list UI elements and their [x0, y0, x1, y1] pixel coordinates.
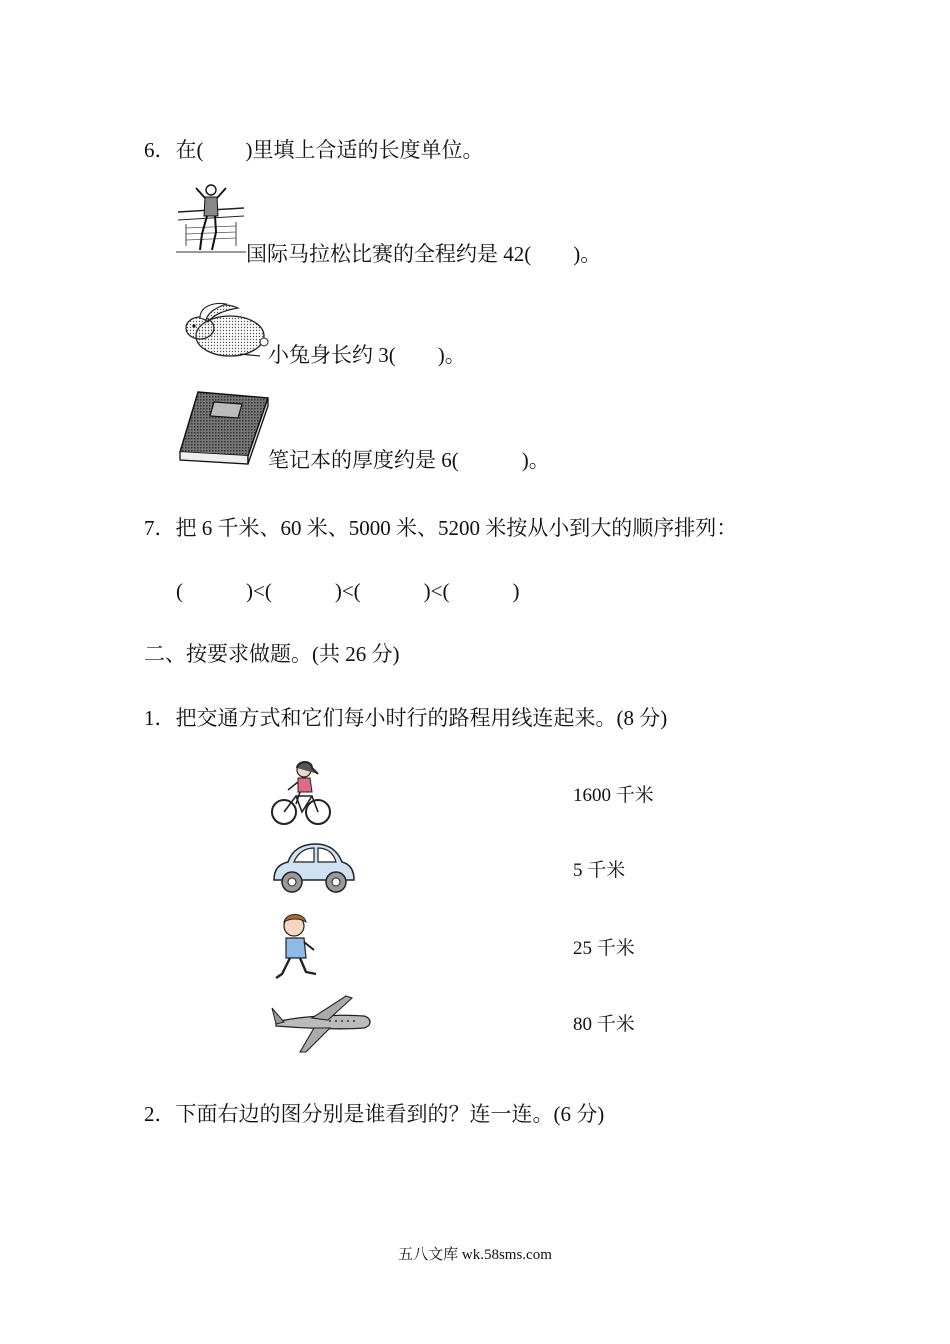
q1-title: 1．把交通方式和它们每小时行的路程用线连起来。(8 分) [144, 706, 668, 730]
q6-rabbit-text: 小兔身长约 3( )。 [268, 343, 466, 367]
q1-option-1: 1600 千米 [573, 785, 654, 806]
q1-option-4: 80 千米 [573, 1014, 635, 1035]
q6-marathon-text: 国际马拉松比赛的全程约是 42( )。 [246, 242, 602, 266]
q6-notebook-text: 笔记本的厚度约是 6( )。 [268, 448, 550, 472]
q6-title: 6．在( )里填上合适的长度单位。 [144, 138, 484, 162]
marathon-runner-icon [176, 184, 246, 256]
q1-option-2: 5 千米 [573, 860, 626, 881]
notebook-icon [176, 390, 270, 466]
airplane-icon [270, 994, 374, 1054]
car-icon [270, 842, 356, 896]
walking-boy-icon [272, 912, 322, 986]
q7-title: 7．把 6 千米、60 米、5000 米、5200 米按从小到大的顺序排列： [144, 516, 738, 540]
q2-title: 2．下面右边的图分别是谁看到的？连一连。(6 分) [144, 1102, 605, 1126]
footer-watermark: 五八文库 wk.58sms.com [398, 1247, 552, 1263]
q7-blanks: ( )<( )<( )<( ) [176, 579, 520, 603]
bicycle-icon [270, 760, 332, 830]
section2-title: 二、按要求做题。(共 26 分) [144, 642, 400, 666]
rabbit-icon [180, 302, 270, 360]
q1-option-3: 25 千米 [573, 938, 635, 959]
